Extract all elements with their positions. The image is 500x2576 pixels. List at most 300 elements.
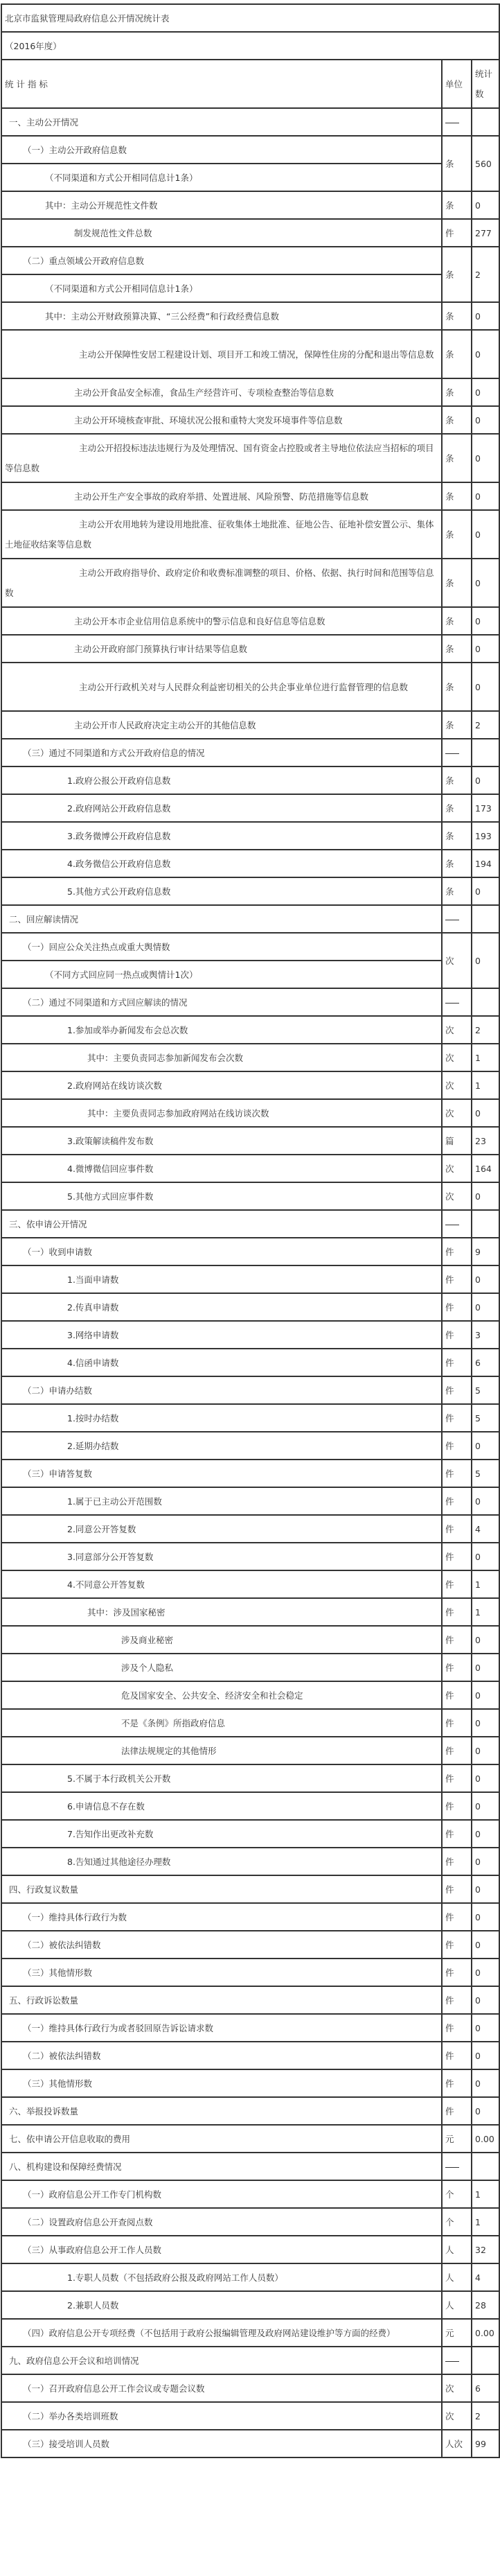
table-row xyxy=(1,1376,499,1404)
value-cell: 0 xyxy=(472,191,499,219)
value-cell xyxy=(472,108,499,136)
indicator-label: 不是《条例》所指政府信息 xyxy=(1,1709,442,1737)
table-row xyxy=(1,1931,499,1959)
unit-cell: 次 xyxy=(442,1155,472,1182)
unit-cell: 件 xyxy=(442,1349,472,1376)
unit-cell: 件 xyxy=(442,1293,472,1321)
indicator-label: 2.政府网站在线访谈次数 xyxy=(1,1071,442,1099)
value-cell: 0 xyxy=(472,607,499,635)
indicator-label: 3.政务微博公开政府信息数 xyxy=(1,822,442,850)
unit-cell: 件 xyxy=(442,1321,472,1349)
table-row xyxy=(1,191,499,219)
table-row xyxy=(1,607,499,635)
value-cell: 0 xyxy=(472,434,499,482)
table-row xyxy=(1,164,499,191)
indicator-label: （不同渠道和方式公开相同信息计1条） xyxy=(1,274,442,302)
value-cell: 1 xyxy=(472,1044,499,1071)
unit-cell: 元 xyxy=(442,2125,472,2153)
table-row xyxy=(1,1210,499,1238)
table-row xyxy=(1,988,499,1016)
unit-cell: 件 xyxy=(442,2069,472,2097)
value-cell: 0 xyxy=(472,1959,499,1986)
table-row xyxy=(1,1432,499,1460)
table-row xyxy=(1,1764,499,1792)
value-cell: 0 xyxy=(472,1265,499,1293)
table-row xyxy=(1,1293,499,1321)
value-cell xyxy=(472,1210,499,1238)
unit-cell: 次 xyxy=(442,1099,472,1127)
header-indicator: 统 计 指 标 xyxy=(1,60,442,108)
value-cell: 0 xyxy=(472,482,499,510)
value-cell: 5 xyxy=(472,1404,499,1432)
unit-cell: 个 xyxy=(442,2180,472,2208)
value-cell: 0 xyxy=(472,1654,499,1681)
indicator-label: 1.政府公报公开政府信息数 xyxy=(1,766,442,794)
table-row xyxy=(1,2236,499,2263)
value-cell: 0 xyxy=(472,1182,499,1210)
table-row xyxy=(1,2069,499,2097)
indicator-label: （二）通过不同渠道和方式回应解读的情况 xyxy=(1,988,442,1016)
unit-cell: 次 xyxy=(442,1044,472,1071)
unit-cell: 人 xyxy=(442,2263,472,2291)
value-cell: 277 xyxy=(472,219,499,247)
unit-cell: 件 xyxy=(442,1903,472,1931)
table-row xyxy=(1,1986,499,2014)
value-cell: 2 xyxy=(472,711,499,739)
value-cell: 0 xyxy=(472,1099,499,1127)
value-cell: 0 xyxy=(472,1681,499,1709)
header-row xyxy=(1,60,499,108)
value-cell: 0.00 xyxy=(472,2125,499,2153)
table-row xyxy=(1,1875,499,1903)
indicator-label: 3.政策解读稿件发布数 xyxy=(1,1127,442,1155)
indicator-label: 1.属于已主动公开范围数 xyxy=(1,1487,442,1515)
table-row xyxy=(1,1487,499,1515)
table-row xyxy=(1,766,499,794)
value-cell: 173 xyxy=(472,794,499,822)
value-cell: 0 xyxy=(472,1432,499,1460)
table-row xyxy=(1,2430,499,2457)
unit-cell: 条 xyxy=(442,247,472,302)
unit-cell: 人 xyxy=(442,2291,472,2319)
unit-cell: 件 xyxy=(442,1487,472,1515)
unit-cell: 条 xyxy=(442,766,472,794)
value-cell: 0 xyxy=(472,1737,499,1764)
table-row xyxy=(1,1044,499,1071)
unit-cell: 次 xyxy=(442,1016,472,1044)
value-cell: 0 xyxy=(472,635,499,663)
table-row xyxy=(1,1460,499,1487)
unit-cell: 次 xyxy=(442,2374,472,2402)
indicator-label: （三）通过不同渠道和方式公开政府信息的情况 xyxy=(1,739,442,766)
indicator-label: 四、行政复议数量 xyxy=(1,1875,442,1903)
value-cell: 2 xyxy=(472,1016,499,1044)
indicator-label: 二、回应解读情况 xyxy=(1,905,442,933)
unit-cell: 条 xyxy=(442,794,472,822)
table-row xyxy=(1,2097,499,2125)
indicator-label: 主动公开政府指导价、政府定价和收费标准调整的项目、价格、依据、执行时间和范围等信息数 xyxy=(1,559,442,607)
unit-cell: 次 xyxy=(442,2402,472,2430)
unit-cell xyxy=(442,2347,472,2374)
value-cell: 99 xyxy=(472,2430,499,2457)
indicator-label: 七、依申请公开信息收取的费用 xyxy=(1,2125,442,2153)
unit-cell: 件 xyxy=(442,1654,472,1681)
value-cell: 1 xyxy=(472,2208,499,2236)
indicator-label: 3.同意部分公开答复数 xyxy=(1,1543,442,1570)
indicator-label: 制发规范性文件总数 xyxy=(1,219,442,247)
table-title: 北京市监狱管理局政府信息公开情况统计表 xyxy=(1,4,499,32)
unit-cell: 次 xyxy=(442,1182,472,1210)
unit-cell: 件 xyxy=(442,2097,472,2125)
value-cell xyxy=(472,905,499,933)
table-row xyxy=(1,1654,499,1681)
value-cell: 0 xyxy=(472,2042,499,2069)
value-cell: 2 xyxy=(472,2402,499,2430)
table-row xyxy=(1,1681,499,1709)
value-cell xyxy=(472,2347,499,2374)
table-row xyxy=(1,219,499,247)
indicator-label: 一、主动公开情况 xyxy=(1,108,442,136)
table-row xyxy=(1,1626,499,1654)
table-row xyxy=(1,274,499,302)
indicator-label: （一）收到申请数 xyxy=(1,1238,442,1265)
unit-cell: 元 xyxy=(442,2319,472,2347)
dash-placeholder xyxy=(445,2167,459,2168)
indicator-label: 主动公开政府部门预算执行审计结果等信息数 xyxy=(1,635,442,663)
value-cell xyxy=(472,739,499,766)
indicator-label: （二）设置政府信息公开查阅点数 xyxy=(1,2208,442,2236)
indicator-label: 2.政府网站公开政府信息数 xyxy=(1,794,442,822)
value-cell: 4 xyxy=(472,1515,499,1543)
indicator-label: （一）政府信息公开工作专门机构数 xyxy=(1,2180,442,2208)
unit-cell: 条 xyxy=(442,136,472,191)
indicator-label: （一）维持具体行政行为数 xyxy=(1,1903,442,1931)
value-cell: 0 xyxy=(472,378,499,406)
value-cell: 0 xyxy=(472,1626,499,1654)
indicator-label: 2.兼职人员数 xyxy=(1,2291,442,2319)
table-row xyxy=(1,1016,499,1044)
indicator-label: 危及国家安全、公共安全、经济安全和社会稳定 xyxy=(1,1681,442,1709)
table-row xyxy=(1,108,499,136)
unit-cell: 条 xyxy=(442,378,472,406)
table-row xyxy=(1,1515,499,1543)
value-cell: 32 xyxy=(472,2236,499,2263)
indicator-label: 主动公开农用地转为建设用地批准、征收集体土地批准、征地公告、征地补偿安置公示、集体土地征收结案等信息数 xyxy=(1,510,442,559)
table-row xyxy=(1,877,499,905)
table-row xyxy=(1,711,499,739)
table-row xyxy=(1,1099,499,1127)
unit-cell: 条 xyxy=(442,406,472,434)
unit-cell: 件 xyxy=(442,1460,472,1487)
indicator-label: 2.同意公开答复数 xyxy=(1,1515,442,1543)
unit-cell: 件 xyxy=(442,1875,472,1903)
table-row xyxy=(1,2208,499,2236)
indicator-label: 三、依申请公开情况 xyxy=(1,1210,442,1238)
value-cell: 0 xyxy=(472,933,499,988)
value-cell: 9 xyxy=(472,1238,499,1265)
unit-cell: 条 xyxy=(442,635,472,663)
unit-cell xyxy=(442,2153,472,2180)
value-cell: 0 xyxy=(472,1487,499,1515)
indicator-label: （不同方式回应同一热点或舆情计1次） xyxy=(1,961,442,988)
indicator-label: 五、行政诉讼数量 xyxy=(1,1986,442,2014)
value-cell: 0 xyxy=(472,877,499,905)
indicator-label: 九、政府信息公开会议和培训情况 xyxy=(1,2347,442,2374)
unit-cell: 条 xyxy=(442,434,472,482)
unit-cell: 件 xyxy=(442,1404,472,1432)
indicator-label: 主动公开保障性安居工程建设计划、项目开工和竣工情况，保障性住房的分配和退出等信息数 xyxy=(1,330,442,378)
table-row xyxy=(1,905,499,933)
value-cell: 0 xyxy=(472,766,499,794)
value-cell: 0 xyxy=(472,1543,499,1570)
table-row xyxy=(1,1155,499,1182)
indicator-label: （一）主动公开政府信息数 xyxy=(1,136,442,164)
indicator-label: 6.申请信息不存在数 xyxy=(1,1792,442,1820)
indicator-label: 主动公开本市企业信用信息系统中的警示信息和良好信息等信息数 xyxy=(1,607,442,635)
value-cell: 193 xyxy=(472,822,499,850)
indicator-label: 4.信函申请数 xyxy=(1,1349,442,1376)
indicator-label: 1.参加或举办新闻发布会总次数 xyxy=(1,1016,442,1044)
unit-cell: 件 xyxy=(442,1515,472,1543)
unit-cell: 条 xyxy=(442,330,472,378)
indicator-label: （三）其他情形数 xyxy=(1,1959,442,1986)
table-row xyxy=(1,2263,499,2291)
value-cell: 0 xyxy=(472,302,499,330)
value-cell: 23 xyxy=(472,1127,499,1155)
indicator-label: 8.告知通过其他途径办理数 xyxy=(1,1848,442,1875)
value-cell: 0 xyxy=(472,1903,499,1931)
dash-placeholder xyxy=(445,753,459,754)
indicator-label: 4.政务微信公开政府信息数 xyxy=(1,850,442,877)
value-cell: 0 xyxy=(472,1764,499,1792)
value-cell: 0 xyxy=(472,1986,499,2014)
table-row xyxy=(1,1570,499,1598)
table-year: （2016年度） xyxy=(1,32,499,60)
indicator-label: 1.专职人员数（不包括政府公报及政府网站工作人员数） xyxy=(1,2263,442,2291)
unit-cell: 条 xyxy=(442,607,472,635)
table-row xyxy=(1,2042,499,2069)
indicator-label: 4.微博微信回应事件数 xyxy=(1,1155,442,1182)
unit-cell: 人 xyxy=(442,2236,472,2263)
value-cell: 0 xyxy=(472,2097,499,2125)
indicator-label: 涉及商业秘密 xyxy=(1,1626,442,1654)
table-row xyxy=(1,1238,499,1265)
unit-cell: 件 xyxy=(442,1238,472,1265)
indicator-label: 主动公开市人民政府决定主动公开的其他信息数 xyxy=(1,711,442,739)
value-cell: 0 xyxy=(472,1875,499,1903)
indicator-label: 2.传真申请数 xyxy=(1,1293,442,1321)
unit-cell xyxy=(442,988,472,1016)
unit-cell: 条 xyxy=(442,482,472,510)
table-row xyxy=(1,2347,499,2374)
indicator-label: 4.不同意公开答复数 xyxy=(1,1570,442,1598)
unit-cell: 人次 xyxy=(442,2430,472,2457)
table-row xyxy=(1,247,499,274)
table-row xyxy=(1,1265,499,1293)
unit-cell: 件 xyxy=(442,2014,472,2042)
indicator-label: 法律法规规定的其他情形 xyxy=(1,1737,442,1764)
indicator-label: 5.其他方式回应事件数 xyxy=(1,1182,442,1210)
indicator-label: 主动公开招投标违法违规行为及处理情况、国有资金占控股或者主导地位依法应当招标的项目等信息数 xyxy=(1,434,442,482)
table-row xyxy=(1,1071,499,1099)
value-cell: 560 xyxy=(472,136,499,191)
value-cell: 0.00 xyxy=(472,2319,499,2347)
value-cell: 1 xyxy=(472,2180,499,2208)
indicator-label: 5.不属于本行政机关公开数 xyxy=(1,1764,442,1792)
table-row xyxy=(1,1321,499,1349)
table-row xyxy=(1,1903,499,1931)
indicator-label: （二）被依法纠错数 xyxy=(1,2042,442,2069)
table-row xyxy=(1,378,499,406)
table-row xyxy=(1,482,499,510)
table-row xyxy=(1,406,499,434)
unit-cell: 个 xyxy=(442,2208,472,2236)
indicator-label: 主动公开行政机关对与人民群众利益密切相关的公共企事业单位进行监督管理的信息数 xyxy=(1,663,442,711)
indicator-label: （一）维持具体行政行为或者驳回原告诉讼请求数 xyxy=(1,2014,442,2042)
value-cell: 6 xyxy=(472,1349,499,1376)
table-row xyxy=(1,933,499,961)
unit-cell: 件 xyxy=(442,1820,472,1848)
table-row xyxy=(1,1598,499,1626)
indicator-label: 3.网络申请数 xyxy=(1,1321,442,1349)
unit-cell: 条 xyxy=(442,191,472,219)
value-cell: 0 xyxy=(472,1848,499,1875)
unit-cell xyxy=(442,1210,472,1238)
unit-cell xyxy=(442,739,472,766)
value-cell: 28 xyxy=(472,2291,499,2319)
table-row xyxy=(1,2291,499,2319)
table-row xyxy=(1,663,499,711)
table-row xyxy=(1,850,499,877)
table-row xyxy=(1,961,499,988)
indicator-label: （二）举办各类培训班数 xyxy=(1,2402,442,2430)
header-value: 统计数 xyxy=(472,60,499,108)
value-cell: 5 xyxy=(472,1460,499,1487)
indicator-label: 六、举报投诉数量 xyxy=(1,2097,442,2125)
table-row xyxy=(1,1959,499,1986)
indicator-label: 八、机构建设和保障经费情况 xyxy=(1,2153,442,2180)
unit-cell: 件 xyxy=(442,1848,472,1875)
unit-cell: 件 xyxy=(442,1376,472,1404)
table-row xyxy=(1,794,499,822)
header-unit: 单位 xyxy=(442,60,472,108)
dash-placeholder xyxy=(445,1003,459,1004)
table-row xyxy=(1,2125,499,2153)
indicator-label: （二）被依法纠错数 xyxy=(1,1931,442,1959)
year-row xyxy=(1,32,499,60)
unit-cell xyxy=(442,108,472,136)
unit-cell: 条 xyxy=(442,510,472,559)
value-cell: 0 xyxy=(472,330,499,378)
indicator-label: （四）政府信息公开专项经费（不包括用于政府公报编辑管理及政府网站建设维护等方面的经费） xyxy=(1,2319,442,2347)
table-row xyxy=(1,1543,499,1570)
indicator-label: 主动公开食品安全标准，食品生产经营许可、专项检查整治等信息数 xyxy=(1,378,442,406)
unit-cell: 条 xyxy=(442,822,472,850)
value-cell: 0 xyxy=(472,1931,499,1959)
table-row xyxy=(1,330,499,378)
value-cell: 0 xyxy=(472,1293,499,1321)
unit-cell: 件 xyxy=(442,1764,472,1792)
unit-cell: 件 xyxy=(442,219,472,247)
table-row xyxy=(1,1182,499,1210)
value-cell: 0 xyxy=(472,559,499,607)
value-cell: 6 xyxy=(472,2374,499,2402)
unit-cell: 件 xyxy=(442,1598,472,1626)
table-row xyxy=(1,136,499,164)
unit-cell: 件 xyxy=(442,1265,472,1293)
indicator-label: 其中：主要负责同志参加政府网站在线访谈次数 xyxy=(1,1099,442,1127)
value-cell: 0 xyxy=(472,2069,499,2097)
indicator-label: （三）从事政府信息公开工作人员数 xyxy=(1,2236,442,2263)
value-cell: 0 xyxy=(472,406,499,434)
table-row xyxy=(1,822,499,850)
table-row xyxy=(1,1404,499,1432)
indicator-label: 其中：主动公开财政预算决算、“三公经费”和行政经费信息数 xyxy=(1,302,442,330)
unit-cell: 条 xyxy=(442,302,472,330)
value-cell: 0 xyxy=(472,663,499,711)
indicator-label: （三）接受培训人员数 xyxy=(1,2430,442,2457)
dash-placeholder xyxy=(445,2361,459,2362)
table-row xyxy=(1,1792,499,1820)
unit-cell: 条 xyxy=(442,850,472,877)
table-row xyxy=(1,1709,499,1737)
indicator-label: 7.告知作出更改补充数 xyxy=(1,1820,442,1848)
unit-cell: 条 xyxy=(442,559,472,607)
unit-cell: 件 xyxy=(442,1570,472,1598)
value-cell xyxy=(472,2153,499,2180)
indicator-label: 主动公开环境核查审批、环境状况公报和重特大突发环境事件等信息数 xyxy=(1,406,442,434)
unit-cell: 件 xyxy=(442,1931,472,1959)
value-cell: 1 xyxy=(472,1570,499,1598)
indicator-label: （三）申请答复数 xyxy=(1,1460,442,1487)
indicator-label: 主动公开生产安全事故的政府举措、处置进展、风险预警、防范措施等信息数 xyxy=(1,482,442,510)
indicator-label: 涉及个人隐私 xyxy=(1,1654,442,1681)
value-cell: 2 xyxy=(472,247,499,302)
table-row xyxy=(1,2153,499,2180)
indicator-label: 1.按时办结数 xyxy=(1,1404,442,1432)
value-cell: 5 xyxy=(472,1376,499,1404)
table-row xyxy=(1,434,499,482)
value-cell: 0 xyxy=(472,1709,499,1737)
value-cell: 0 xyxy=(472,1820,499,1848)
unit-cell: 次 xyxy=(442,1071,472,1099)
unit-cell: 件 xyxy=(442,1681,472,1709)
indicator-label: （一）回应公众关注热点或重大舆情数 xyxy=(1,933,442,961)
table-row xyxy=(1,302,499,330)
unit-cell: 件 xyxy=(442,1709,472,1737)
value-cell xyxy=(472,988,499,1016)
statistics-table xyxy=(1,3,500,2458)
unit-cell: 件 xyxy=(442,1986,472,2014)
indicator-label: （二）重点领域公开政府信息数 xyxy=(1,247,442,274)
table-row xyxy=(1,2319,499,2347)
unit-cell: 件 xyxy=(442,1626,472,1654)
title-row xyxy=(1,4,499,32)
unit-cell: 条 xyxy=(442,877,472,905)
indicator-label: 其中：涉及国家秘密 xyxy=(1,1598,442,1626)
table-row xyxy=(1,1820,499,1848)
unit-cell: 篇 xyxy=(442,1127,472,1155)
value-cell: 0 xyxy=(472,510,499,559)
table-row xyxy=(1,510,499,559)
indicator-label: 2.延期办结数 xyxy=(1,1432,442,1460)
table-row xyxy=(1,559,499,607)
table-row xyxy=(1,2374,499,2402)
value-cell: 3 xyxy=(472,1321,499,1349)
table-row xyxy=(1,1737,499,1764)
unit-cell: 条 xyxy=(442,711,472,739)
table-row xyxy=(1,739,499,766)
